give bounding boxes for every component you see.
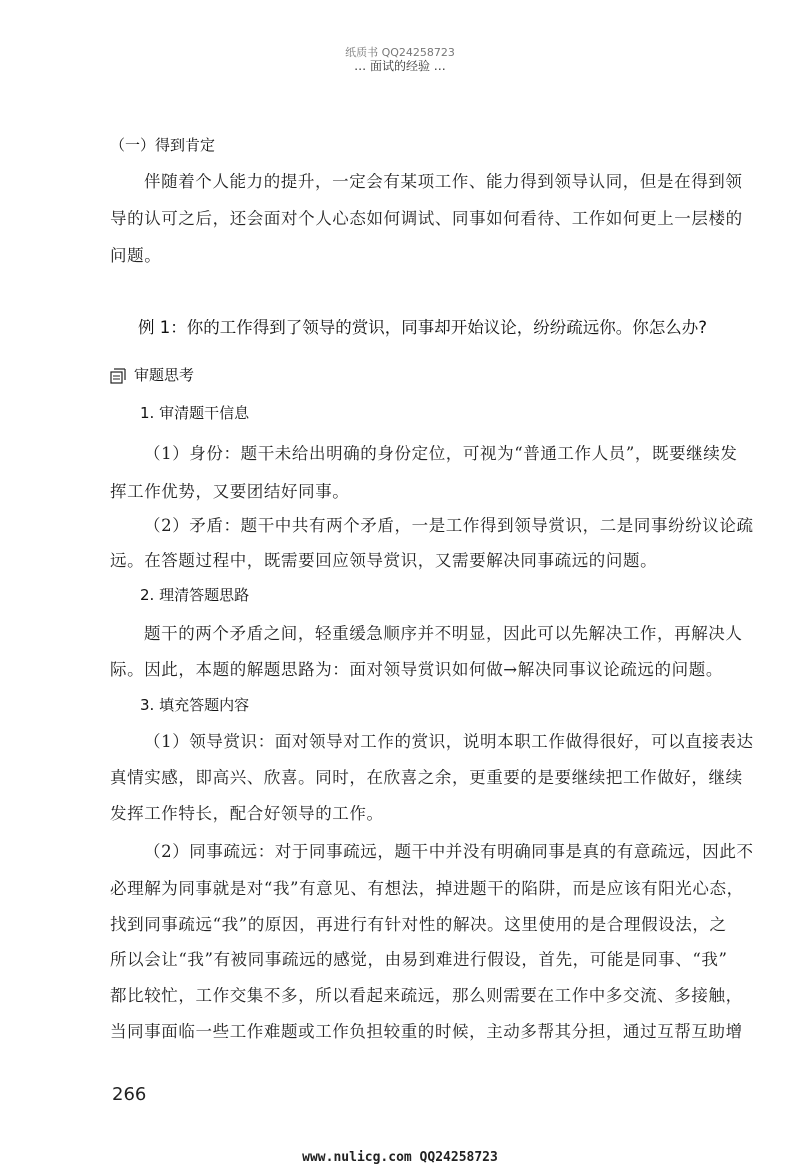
body-line: 真情实感，即高兴、欣喜。同时，在欣喜之余，更重要的是要继续把工作做好，继续 bbox=[110, 768, 743, 787]
body-line: 挥工作优势，又要团结好同事。 bbox=[110, 482, 350, 501]
body-line: 际。因此，本题的解题思路为：面对领导赏识如何做→解决同事议论疏远的问题。 bbox=[110, 660, 723, 679]
intro-line: 伴随着个人能力的提升，一定会有某项工作、能力得到领导认同，但是在得到领 bbox=[144, 172, 743, 191]
body-line: 所以会让“我”有被同事疏远的感觉，由易到难进行假设，首先，可能是同事、“我” bbox=[110, 950, 728, 969]
analysis-title: 审题思考 bbox=[134, 366, 195, 384]
watermark-top: 纸质书 QQ24258723 bbox=[345, 46, 455, 59]
subheading-3: 3. 填充答题内容 bbox=[140, 696, 250, 714]
body-line: 必理解为同事就是对“我”有意见、有想法，掉进题干的陷阱，而是应该有阳光心态， bbox=[110, 879, 744, 898]
section-heading: （一）得到肯定 bbox=[110, 136, 216, 154]
subheading-2: 2. 理清答题思路 bbox=[140, 586, 250, 604]
body-line: （1）身份：题干未给出明确的身份定位，可视为“普通工作人员”，既要继续发 bbox=[144, 444, 738, 463]
body-line: （2）同事疏远：对于同事疏远，题干中并没有明确同事是真的有意疏远，因此不 bbox=[144, 842, 754, 861]
body-line: 当同事面临一些工作难题或工作负担较重的时候，主动多帮其分担，通过互帮互助增 bbox=[110, 1022, 743, 1041]
body-line: 找到同事疏远“我”的原因，再进行有针对性的解决。这里使用的是合理假设法，之 bbox=[110, 915, 727, 934]
body-line: 都比较忙，工作交集不多，所以看起来疏远，那么则需要在工作中多交流、多接触， bbox=[110, 986, 743, 1005]
body-line: 远。在答题过程中，既需要回应领导赏识，又需要解决同事疏远的问题。 bbox=[110, 551, 658, 570]
page-number: 266 bbox=[112, 1084, 147, 1105]
body-line: 发挥工作特长，配合好领导的工作。 bbox=[110, 804, 384, 823]
example-question: 例 1：你的工作得到了领导的赏识，同事却开始议论，纷纷疏远你。你怎么办? bbox=[138, 318, 708, 337]
running-header: … 面试的经验 … bbox=[354, 59, 446, 73]
watermark-bottom: www.nulicg.com QQ24258723 bbox=[302, 1150, 498, 1165]
subheading-1: 1. 审清题干信息 bbox=[140, 404, 250, 422]
intro-line: 问题。 bbox=[110, 246, 162, 265]
intro-line: 导的认可之后，还会面对个人心态如何调试、同事如何看待、工作如何更上一层楼的 bbox=[110, 209, 743, 228]
body-line: （1）领导赏识：面对领导对工作的赏识，说明本职工作做得很好，可以直接表达 bbox=[144, 732, 754, 751]
book-icon bbox=[110, 368, 126, 384]
body-line: 题干的两个矛盾之间，轻重缓急顺序并不明显，因此可以先解决工作，再解决人 bbox=[144, 624, 743, 643]
body-line: （2）矛盾：题干中共有两个矛盾，一是工作得到领导赏识，二是同事纷纷议论疏 bbox=[144, 516, 754, 535]
